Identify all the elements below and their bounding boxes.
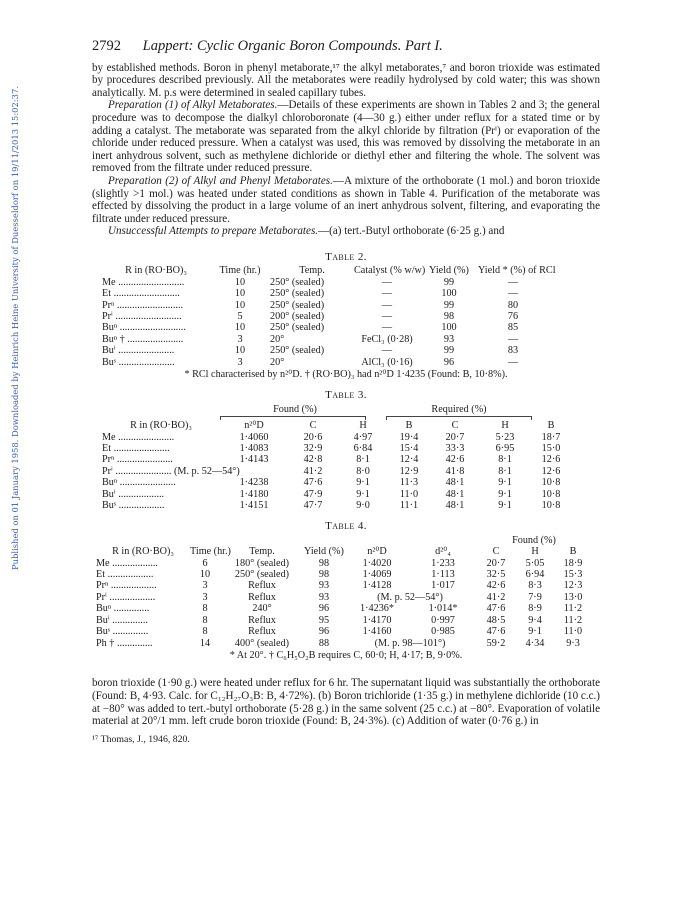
table-row bbox=[102, 477, 600, 488]
table-row bbox=[102, 454, 600, 465]
table-cell: 18·7 bbox=[541, 431, 561, 443]
table-cell: Buⁿ .............. bbox=[96, 603, 150, 615]
table-cell: 11·0 bbox=[399, 488, 419, 500]
table-4-header-cell: Temp. bbox=[249, 546, 275, 558]
download-watermark-text: Published on 01 January 1958. Downloaded by Heinrich Heine University of Duesseldorf on 19/11/2013 15:02:37. bbox=[10, 86, 20, 570]
table-cell: 1·4143 bbox=[239, 454, 269, 466]
table-2-header-cell: Yield (%) bbox=[429, 265, 469, 277]
table-cell: 11·2 bbox=[563, 614, 583, 626]
table-row bbox=[102, 300, 600, 311]
table-row bbox=[96, 580, 600, 591]
table-cell: Ph † .............. bbox=[96, 637, 153, 649]
table-cell: 9·1 bbox=[498, 488, 512, 500]
table-cell: 100 bbox=[441, 288, 457, 300]
table-cell: 8·3 bbox=[528, 580, 542, 592]
table-cell: 9·1 bbox=[498, 500, 512, 512]
table-2-header bbox=[102, 265, 600, 276]
table-cell: (M. p. 52—54°) bbox=[377, 591, 443, 603]
table-cell: 42·6 bbox=[445, 454, 465, 466]
table-cell: 12·3 bbox=[563, 580, 583, 592]
table-cell: 93 bbox=[443, 333, 455, 345]
table-cell: 3 bbox=[202, 591, 208, 603]
table-cell: Reflux bbox=[248, 580, 276, 592]
table-cell: 100 bbox=[441, 322, 457, 334]
table-2-body bbox=[102, 277, 600, 368]
table-cell: 250° (sealed) bbox=[270, 299, 325, 311]
table-cell: 8·0 bbox=[356, 465, 370, 477]
table-3-header-cell: C bbox=[309, 420, 317, 432]
table-3-group-header bbox=[220, 404, 600, 415]
table-cell: 19·4 bbox=[399, 431, 419, 443]
table-cell: Me .................. bbox=[96, 557, 158, 569]
table-cell: — bbox=[507, 288, 519, 300]
table-cell: Buⁿ † ...................... bbox=[102, 333, 184, 345]
table-cell: 96 bbox=[318, 626, 330, 638]
table-cell: 400° (sealed) bbox=[234, 637, 290, 649]
table-row bbox=[102, 288, 600, 299]
table-cell: Reflux bbox=[248, 591, 276, 603]
table-cell: 1·4083 bbox=[239, 443, 269, 454]
table-3-header-cell: B bbox=[547, 420, 555, 432]
table-row bbox=[102, 311, 600, 322]
table-row bbox=[96, 615, 600, 626]
table-2-header-cell: Yield * (%) of RCl bbox=[478, 265, 556, 277]
table-cell: 10·8 bbox=[541, 500, 561, 512]
table-cell: 48·1 bbox=[445, 488, 465, 500]
intro-paragraph: by established methods. Boron in phenyl metaborate,¹⁷ the alkyl metaborates,⁷ and boron trioxide was estimated by procedures described previously. All the metaborates were readily hydrolysed by cold water; this was shown analytically. M. p.s were determined in sealed capillary tubes. bbox=[92, 61, 600, 99]
table-cell: 48·1 bbox=[445, 500, 465, 512]
table-row bbox=[102, 489, 600, 500]
table-cell: 0·985 bbox=[431, 626, 455, 638]
table-cell: Buⁱ ...................... bbox=[102, 345, 175, 357]
table-cell: 47·9 bbox=[303, 488, 323, 500]
table-cell: 9·3 bbox=[566, 637, 580, 649]
table-row bbox=[102, 443, 600, 454]
footnote: ¹⁷ Thomas, J., 1946, 820. bbox=[92, 733, 190, 745]
table-row bbox=[102, 334, 600, 345]
table-cell: 8·1 bbox=[498, 465, 512, 477]
table-row bbox=[102, 345, 600, 356]
table-cell: 42·8 bbox=[303, 454, 323, 466]
table-cell: 33·3 bbox=[445, 443, 465, 454]
page-number: 2792 bbox=[92, 38, 121, 54]
table-cell: 12·4 bbox=[399, 454, 419, 466]
table-cell: 1·4180 bbox=[239, 488, 269, 500]
table-cell: 98 bbox=[318, 557, 330, 569]
table-cell: 12·6 bbox=[541, 465, 561, 477]
table-4-header bbox=[96, 546, 600, 557]
table-cell: 3 bbox=[237, 356, 243, 368]
table-cell: 41·2 bbox=[486, 591, 506, 603]
table-cell: 200° (sealed) bbox=[270, 310, 325, 322]
table-3-header bbox=[102, 420, 600, 431]
table-cell: 88 bbox=[318, 637, 330, 649]
table-4-group-found: Found (%) bbox=[512, 534, 556, 546]
table-4-header-cell: Time (hr.) bbox=[190, 546, 231, 558]
table-3 bbox=[92, 390, 600, 511]
table-cell: 8·9 bbox=[528, 603, 542, 615]
table-cell: 250° (sealed) bbox=[270, 322, 325, 334]
table-cell: 76 bbox=[507, 310, 519, 322]
table-4-header-cell: R in (RO·BO)₃ bbox=[112, 546, 174, 558]
table-cell: Buˢ .................. bbox=[102, 500, 165, 512]
table-row bbox=[96, 626, 600, 637]
table-cell: 99 bbox=[443, 276, 455, 288]
table-cell: — bbox=[381, 299, 393, 311]
table-cell: — bbox=[381, 345, 393, 357]
table-cell: 48·1 bbox=[445, 477, 465, 489]
table-3-header-cell: R in (RO·BO)₃ bbox=[130, 420, 192, 432]
table-4-header-cell: d²⁰₄ bbox=[435, 546, 451, 558]
table-4-header-cell: C bbox=[492, 546, 500, 558]
table-cell: 5·05 bbox=[525, 557, 545, 569]
prep2-heading: Preparation (2) of Alkyl and Phenyl Metaborates. bbox=[108, 174, 333, 187]
unsuccessful-heading: Unsuccessful Attempts to prepare Metaborates. bbox=[108, 225, 319, 238]
table-cell: 10·8 bbox=[541, 488, 561, 500]
table-cell: Et .................. bbox=[96, 569, 154, 581]
table-cell: Buˢ .............. bbox=[96, 626, 149, 638]
prep1-heading: Preparation (1) of Alkyl Metaborates. bbox=[108, 99, 278, 112]
table-cell: — bbox=[381, 322, 393, 334]
table-3-header-cell: H bbox=[501, 420, 509, 432]
table-cell: 20·6 bbox=[303, 431, 323, 443]
table-cell: 9·1 bbox=[356, 488, 370, 500]
table-3-group-required: Required (%) bbox=[431, 403, 487, 415]
table-2-note: * RCl characterised by n²⁰D. † (RO·BO)₃ had n²⁰D 1·4235 (Found: B, 10·8%). bbox=[184, 368, 508, 380]
table-cell: Reflux bbox=[248, 614, 276, 626]
table-cell: 9·1 bbox=[498, 477, 512, 489]
running-header bbox=[92, 40, 600, 53]
table-cell: — bbox=[381, 288, 393, 300]
table-cell: Buⁿ .......................... bbox=[102, 322, 186, 334]
table-cell: 42·6 bbox=[486, 580, 506, 592]
table-cell: 8 bbox=[202, 614, 208, 626]
table-cell: 10 bbox=[234, 299, 246, 311]
table-4-header-cell: n²⁰D bbox=[367, 546, 387, 558]
table-cell: 1·4236* bbox=[360, 603, 394, 615]
table-cell: 11·3 bbox=[399, 477, 419, 489]
table-4-header-cell: Yield (%) bbox=[304, 546, 344, 558]
table-cell: Prⁱ ...................... (M. p. 52—54°) bbox=[102, 465, 240, 477]
table-cell: 6·84 bbox=[353, 443, 373, 454]
table-cell: 93 bbox=[318, 591, 330, 603]
table-cell: 41·8 bbox=[445, 465, 465, 477]
table-cell: 1·4160 bbox=[362, 626, 392, 638]
table-cell: 20° bbox=[270, 333, 285, 345]
table-cell: 41·2 bbox=[303, 465, 323, 477]
table-cell: 10 bbox=[234, 322, 246, 334]
table-cell: 11·0 bbox=[563, 626, 583, 638]
table-cell: Buⁱ .............. bbox=[96, 614, 148, 626]
table-cell: Prⁿ .......................... bbox=[102, 299, 184, 311]
table-cell: Buⁿ ...................... bbox=[102, 477, 176, 489]
table-cell: 10 bbox=[234, 288, 246, 300]
table-cell: — bbox=[507, 333, 519, 345]
table-cell: (M. p. 98—101°) bbox=[374, 637, 446, 649]
table-cell: 8 bbox=[202, 626, 208, 638]
table-cell: 1·4020 bbox=[362, 557, 392, 569]
table-cell: 10·8 bbox=[541, 477, 561, 489]
table-cell: 11·2 bbox=[563, 603, 583, 615]
table-cell: Et ...................... bbox=[102, 443, 170, 454]
table-cell: 6·95 bbox=[495, 443, 515, 454]
table-row bbox=[96, 569, 600, 580]
table-cell: 1·4069 bbox=[362, 569, 392, 581]
table-3-header-cell: C bbox=[451, 420, 459, 432]
table-cell: Prⁱ .................. bbox=[96, 591, 156, 603]
table-cell: 15·0 bbox=[541, 443, 561, 454]
table-row bbox=[96, 592, 600, 603]
table-row bbox=[102, 322, 600, 333]
prep2-paragraph bbox=[92, 175, 600, 225]
table-cell: 80 bbox=[507, 299, 519, 311]
table-2 bbox=[92, 252, 600, 380]
table-cell: 8·1 bbox=[356, 454, 370, 466]
table-cell: 0·997 bbox=[431, 614, 455, 626]
table-cell: 3 bbox=[202, 580, 208, 592]
table-row bbox=[102, 466, 600, 477]
table-cell: 12·6 bbox=[541, 454, 561, 466]
table-2-header-cell: Catalyst (% w/w) bbox=[354, 265, 426, 277]
table-cell: 9·0 bbox=[356, 500, 370, 512]
table-cell: 8 bbox=[202, 603, 208, 615]
running-title: Lappert: Cyclic Organic Boron Compounds. Part I. bbox=[142, 38, 443, 54]
table-cell: 250° (sealed) bbox=[270, 345, 325, 357]
prep1-text: —Details of these experiments are shown in Tables 2 and 3; the general procedure was to decompose the dialkyl chloroboronate (4—30 g.) either under reflux for a stated time or by adding a catalyst. The metaborate was separated from the alkyl chloride by filtration (Prⁱ) or evaporation of the chloride under reduced pressure. When a catalyst was used, this was removed by dissolving the metaborate in an inert anhydrous solvent, such as methylene dichloride or diethyl ether and filtering the whole. The solvent was removed from the filtrate under reduced pressure. bbox=[92, 99, 600, 175]
table-cell: — bbox=[381, 310, 393, 322]
table-cell: 4·34 bbox=[525, 637, 545, 649]
table-4 bbox=[92, 521, 600, 661]
table-4-caption: Table 4. bbox=[325, 520, 367, 533]
table-row bbox=[102, 277, 600, 288]
table-cell: Prⁿ ...................... bbox=[102, 454, 173, 466]
table-4-group-header bbox=[477, 535, 600, 546]
table-row bbox=[102, 432, 600, 443]
table-cell: 20·7 bbox=[445, 431, 465, 443]
table-3-header-cell: B bbox=[405, 420, 413, 432]
table-cell: 20° bbox=[270, 356, 285, 368]
table-cell: 1·233 bbox=[431, 557, 455, 569]
table-cell: 8·1 bbox=[498, 454, 512, 466]
table-cell: Me ...................... bbox=[102, 431, 175, 443]
table-cell: Prⁿ .................. bbox=[96, 580, 157, 592]
table-cell: Prⁱ .......................... bbox=[102, 310, 182, 322]
table-cell: Et .......................... bbox=[102, 288, 180, 300]
table-cell: 6·94 bbox=[525, 569, 545, 581]
unsuccessful-text: —(a) tert.-Butyl orthoborate (6·25 g.) and bbox=[318, 225, 505, 238]
table-cell: 250° (sealed) bbox=[234, 569, 290, 581]
table-cell: 96 bbox=[443, 356, 455, 368]
table-row bbox=[96, 603, 600, 614]
table-cell: 32·9 bbox=[303, 443, 323, 454]
table-cell: 7·9 bbox=[528, 591, 542, 603]
table-cell: 83 bbox=[507, 345, 519, 357]
table-cell: 13·0 bbox=[563, 591, 583, 603]
table-cell: — bbox=[507, 356, 519, 368]
table-2-caption: Table 2. bbox=[325, 250, 367, 263]
table-cell: — bbox=[381, 276, 393, 288]
table-3-caption: Table 3. bbox=[325, 389, 367, 402]
table-3-body bbox=[102, 432, 600, 512]
table-cell: 240° bbox=[252, 603, 272, 615]
closing-paragraph: boron trioxide (1·90 g.) were heated under reflux for 6 hr. The supernatant liquid was substantially the orthoborate (Found: B, 4·93. Calc. for C₁₂H₂₇O₃B: B, 4·72%). (b) Boron trichloride (1·35 g.) in methylene dichloride (10 c.c.) at −80° was added to tert.-butyl orthoborate (5·28 g.) in the same solvent (25 c.c.) at −80°. Evaporation of volatile material at 20°/1 mm. left crude boron trioxide (Found: B, 24·3%). (c) Addition of water (0·76 g.) in bbox=[92, 677, 600, 728]
table-cell: 93 bbox=[318, 580, 330, 592]
table-2-header-cell: R in (RO·BO)₃ bbox=[125, 265, 187, 277]
table-cell: 18·9 bbox=[563, 557, 583, 569]
table-4-body bbox=[96, 558, 600, 649]
table-cell: 32·5 bbox=[486, 569, 506, 581]
table-cell: 47·7 bbox=[303, 500, 323, 512]
table-3-group-found: Found (%) bbox=[273, 403, 317, 415]
table-cell: 1·4151 bbox=[239, 500, 269, 512]
journal-page bbox=[92, 40, 600, 746]
table-cell: AlCl₃ (0·16) bbox=[361, 356, 413, 368]
table-cell: 250° (sealed) bbox=[270, 288, 325, 300]
table-cell: 1·017 bbox=[431, 580, 455, 592]
table-cell: 250° (sealed) bbox=[270, 276, 325, 288]
table-cell: 1·113 bbox=[431, 569, 455, 581]
table-cell: Me .......................... bbox=[102, 276, 185, 288]
prep2-text: —A mixture of the orthoborate (1 mol.) and boron trioxide (slightly >1 mol.) was heated under stated conditions as shown in Table 4. Purification of the metaborate was effected by dissolving the product in a large volume of an inert anhydrous solvent, filtering, and evaporating the filtrate under reduced pressure. bbox=[92, 174, 601, 225]
table-cell: 99 bbox=[443, 345, 455, 357]
table-row bbox=[96, 638, 600, 649]
table-cell: 1·4170 bbox=[362, 614, 392, 626]
table-cell: 5·23 bbox=[495, 431, 515, 443]
table-cell: 180° (sealed) bbox=[234, 557, 290, 569]
table-cell: 47·6 bbox=[486, 626, 506, 638]
table-cell: 1·014* bbox=[428, 603, 458, 615]
table-cell: FeCl₃ (0·28) bbox=[361, 333, 413, 345]
table-cell: 1·4128 bbox=[362, 580, 392, 592]
table-cell: 10 bbox=[199, 569, 211, 581]
table-row bbox=[96, 558, 600, 569]
table-cell: 9·4 bbox=[528, 614, 542, 626]
table-cell: 10 bbox=[234, 276, 246, 288]
table-3-header-cell: H bbox=[359, 420, 367, 432]
table-cell: 85 bbox=[507, 322, 519, 334]
table-2-header-cell: Time (hr.) bbox=[219, 265, 261, 277]
table-cell: Buˢ ...................... bbox=[102, 356, 175, 368]
table-cell: 96 bbox=[318, 603, 330, 615]
table-cell: 4·97 bbox=[353, 431, 373, 443]
table-cell: Reflux bbox=[248, 626, 276, 638]
table-cell: 47·6 bbox=[486, 603, 506, 615]
table-row bbox=[102, 357, 600, 368]
table-4-header-cell: B bbox=[569, 546, 577, 558]
table-cell: 98 bbox=[443, 310, 455, 322]
table-cell: 20·7 bbox=[486, 557, 506, 569]
table-cell: 48·5 bbox=[486, 614, 506, 626]
table-cell: 12·9 bbox=[399, 465, 419, 477]
table-cell: 3 bbox=[237, 333, 243, 345]
table-cell: 1·4060 bbox=[239, 431, 269, 443]
table-cell: 95 bbox=[318, 614, 330, 626]
table-cell: 5 bbox=[237, 310, 243, 322]
table-cell: 1·4238 bbox=[239, 477, 269, 489]
table-cell: 47·6 bbox=[303, 477, 323, 489]
table-cell: 15·4 bbox=[399, 443, 419, 454]
table-cell: Buⁱ .................. bbox=[102, 488, 165, 500]
table-cell: 6 bbox=[202, 557, 208, 569]
table-cell: 98 bbox=[318, 569, 330, 581]
table-cell: 11·1 bbox=[399, 500, 419, 512]
table-4-header-cell: H bbox=[531, 546, 539, 558]
table-cell: 10 bbox=[234, 345, 246, 357]
table-cell: 9·1 bbox=[356, 477, 370, 489]
table-cell: 14 bbox=[199, 637, 211, 649]
table-2-header-cell: Temp. bbox=[299, 265, 325, 277]
table-cell: 99 bbox=[443, 299, 455, 311]
table-4-note: * At 20°. † C₆H₅O₂B requires C, 60·0; H, 4·17; B, 9·0%. bbox=[229, 649, 463, 661]
table-cell: 59·2 bbox=[486, 637, 506, 649]
download-watermark bbox=[8, 70, 22, 590]
table-cell: 9·1 bbox=[528, 626, 542, 638]
unsuccessful-paragraph bbox=[92, 225, 600, 238]
table-row bbox=[102, 500, 600, 511]
table-cell: — bbox=[507, 276, 519, 288]
table-cell: 15·3 bbox=[563, 569, 583, 581]
prep1-paragraph bbox=[92, 99, 600, 175]
table-3-header-cell: n²⁰D bbox=[244, 420, 264, 432]
